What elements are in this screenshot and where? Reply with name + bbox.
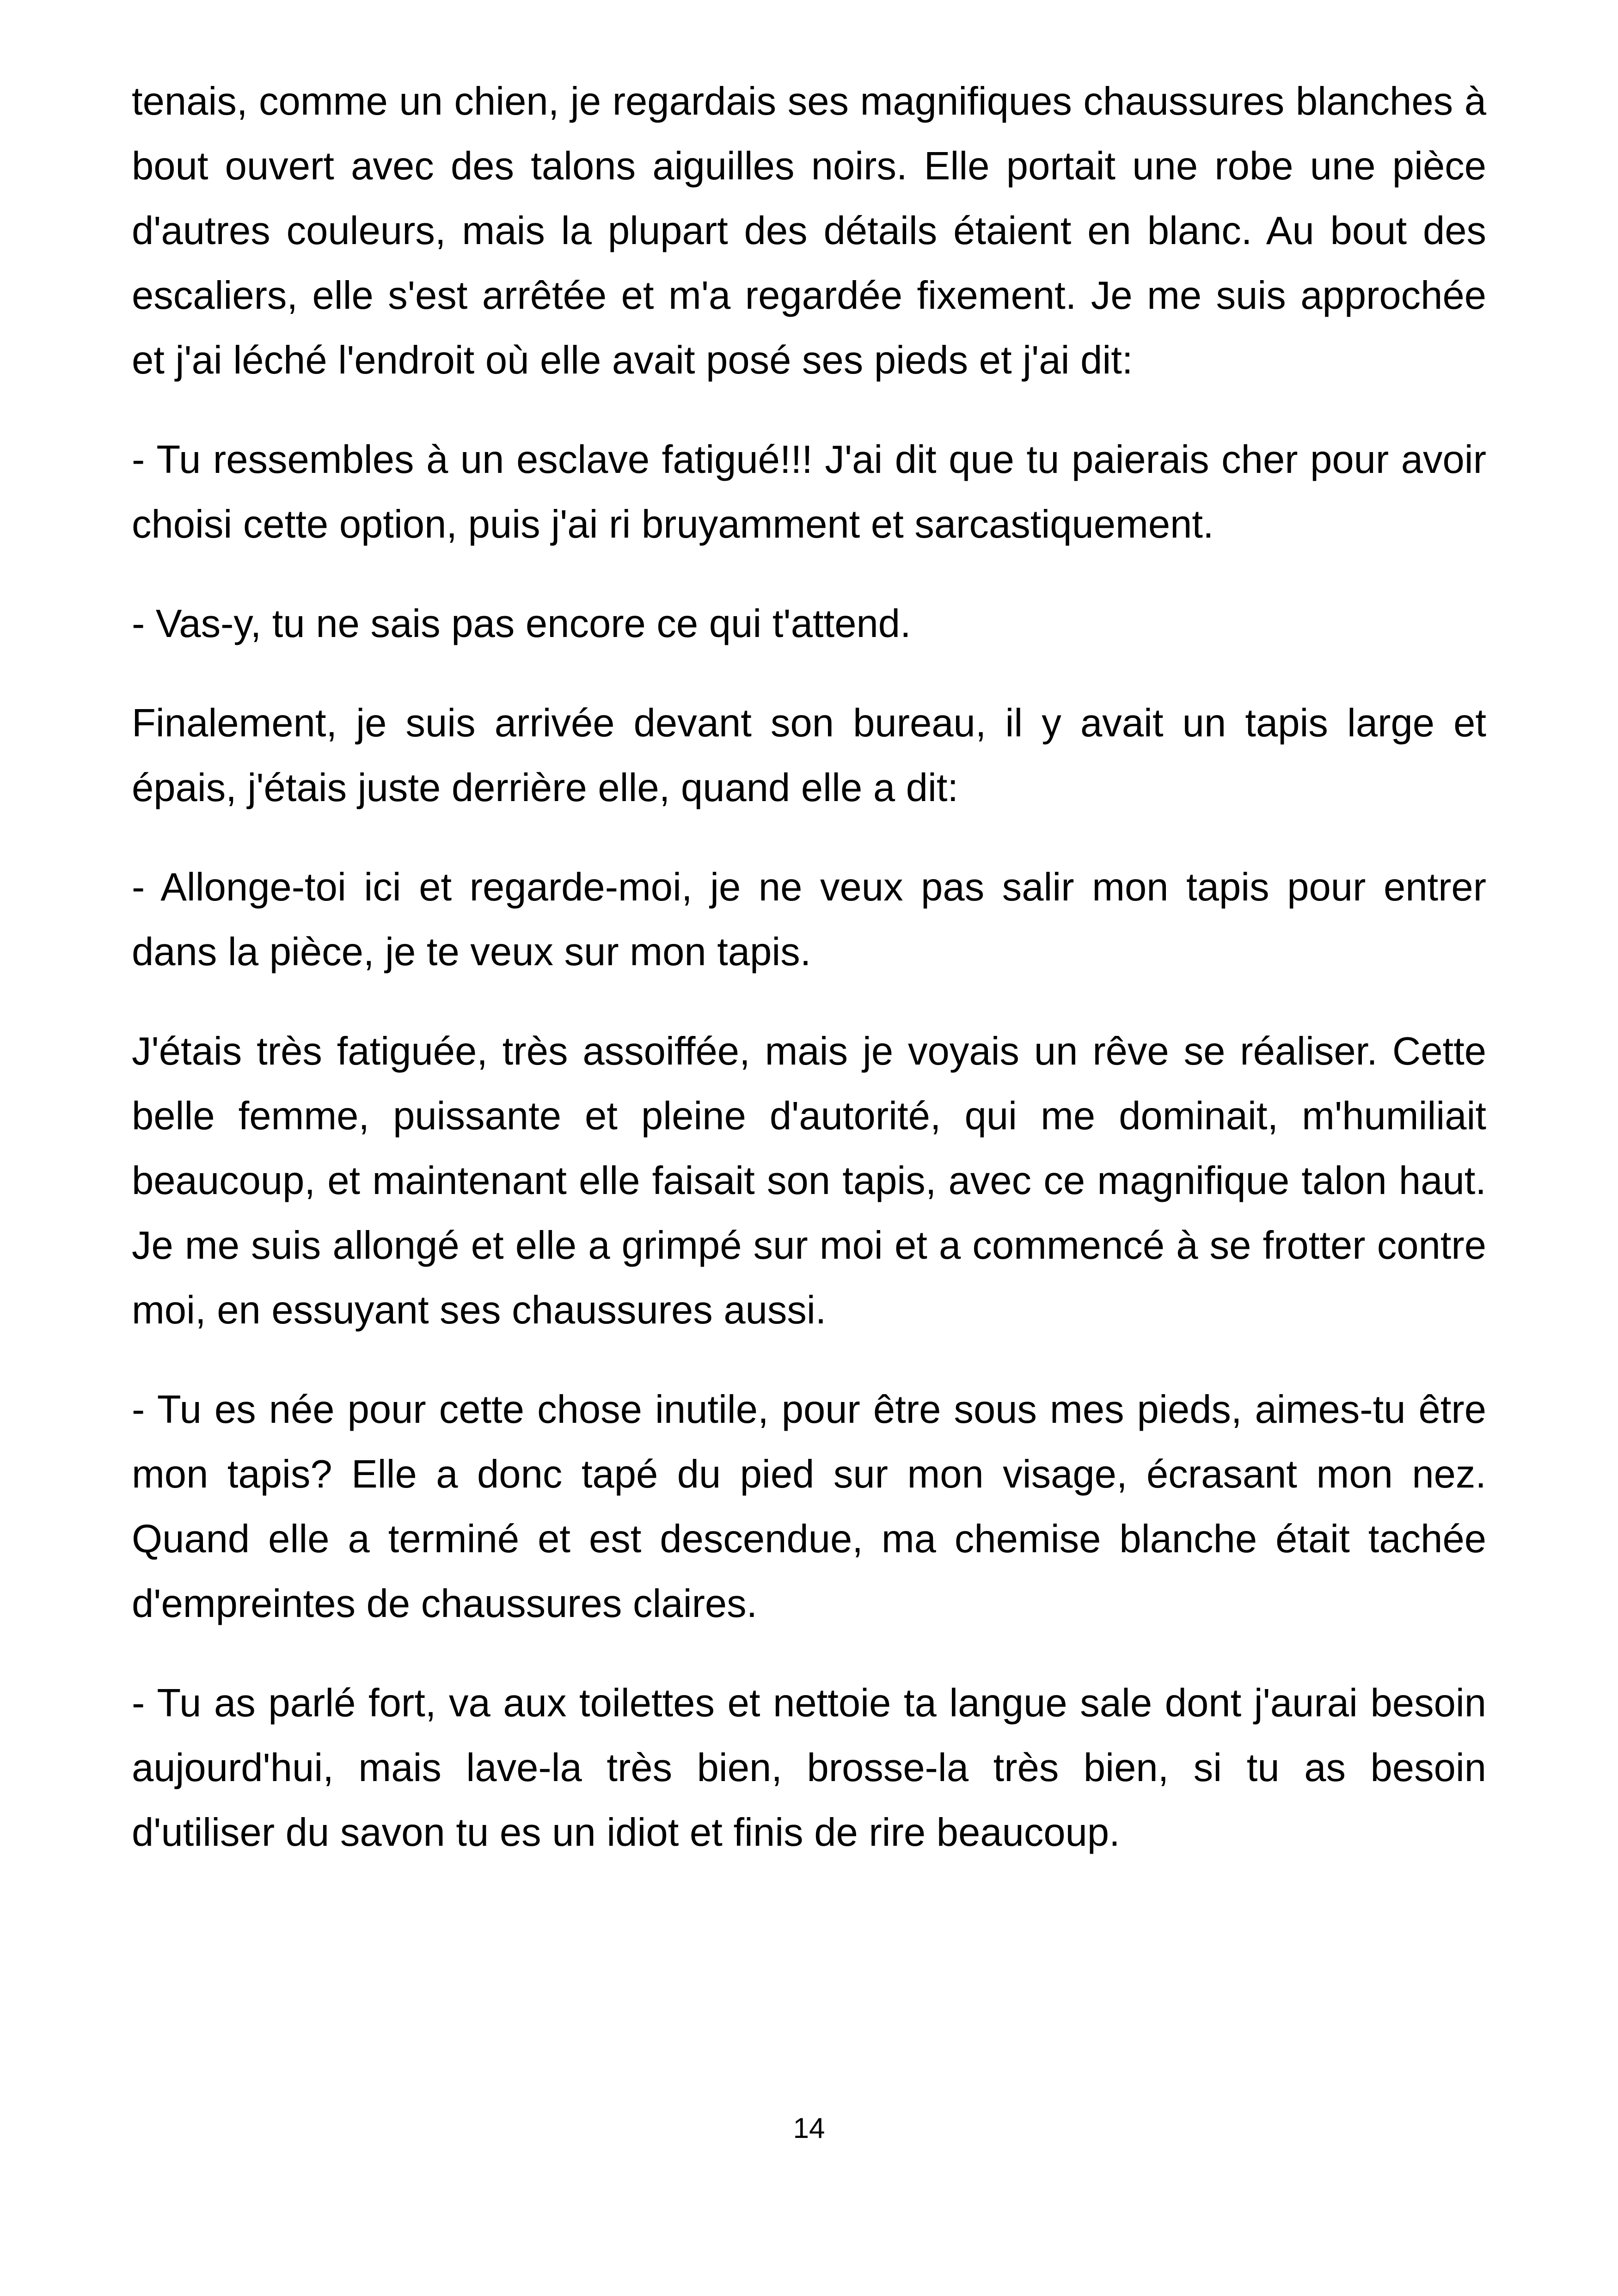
paragraph-4: Finalement, je suis arrivée devant son bureau, il y avait un tapis large et épais, j'étais juste derrière elle, quand elle a dit: xyxy=(132,701,1486,810)
page-number: 14 xyxy=(793,2112,825,2144)
paragraph-1: tenais, comme un chien, je regardais ses magnifiques chaussures blanches à bout ouvert avec des talons aiguilles noirs. Elle portait une robe une pièce d'autres couleurs, mais la plupart des détails étaient en blanc. Au bout des escaliers, elle s'est arrêtée et m'a regardée fixement. Je me suis approchée et j'ai léché l'endroit où elle avait posé ses pieds et j'ai dit: xyxy=(132,80,1486,382)
paragraph-6: J'étais très fatiguée, très assoiffée, mais je voyais un rêve se réaliser. Cette belle femme, puissante et pleine d'autorité, qui me dominait, m'humiliait beaucoup, et maintenant elle faisait son tapis, avec ce magnifique talon haut. Je me suis allongé et elle a grimpé sur moi et a commencé à se frotter contre moi, en essuyant ses chaussures aussi. xyxy=(132,1029,1486,1332)
paragraph-7: - Tu es née pour cette chose inutile, pour être sous mes pieds, aimes-tu être mon tapis? Elle a donc tapé du pied sur mon visage, écrasant mon nez. Quand elle a terminé et est descendue, ma chemise blanche était tachée d'empreintes de chaussures claires. xyxy=(132,1388,1486,1626)
body-text xyxy=(132,69,1486,1900)
paragraph-3: - Vas-y, tu ne sais pas encore ce qui t'attend. xyxy=(132,602,911,646)
paragraph-8: - Tu as parlé fort, va aux toilettes et nettoie ta langue sale dont j'aurai besoin aujourd'hui, mais lave-la très bien, brosse-la très bien, si tu as besoin d'utiliser du savon tu es un idiot et finis de rire beaucoup. xyxy=(132,1681,1486,1855)
paragraph-2: - Tu ressembles à un esclave fatigué!!! J'ai dit que tu paierais cher pour avoir choisi cette option, puis j'ai ri bruyamment et sarcastiquement. xyxy=(132,438,1486,546)
paragraph-5: - Allonge-toi ici et regarde-moi, je ne veux pas salir mon tapis pour entrer dans la pièce, je te veux sur mon tapis. xyxy=(132,865,1486,974)
